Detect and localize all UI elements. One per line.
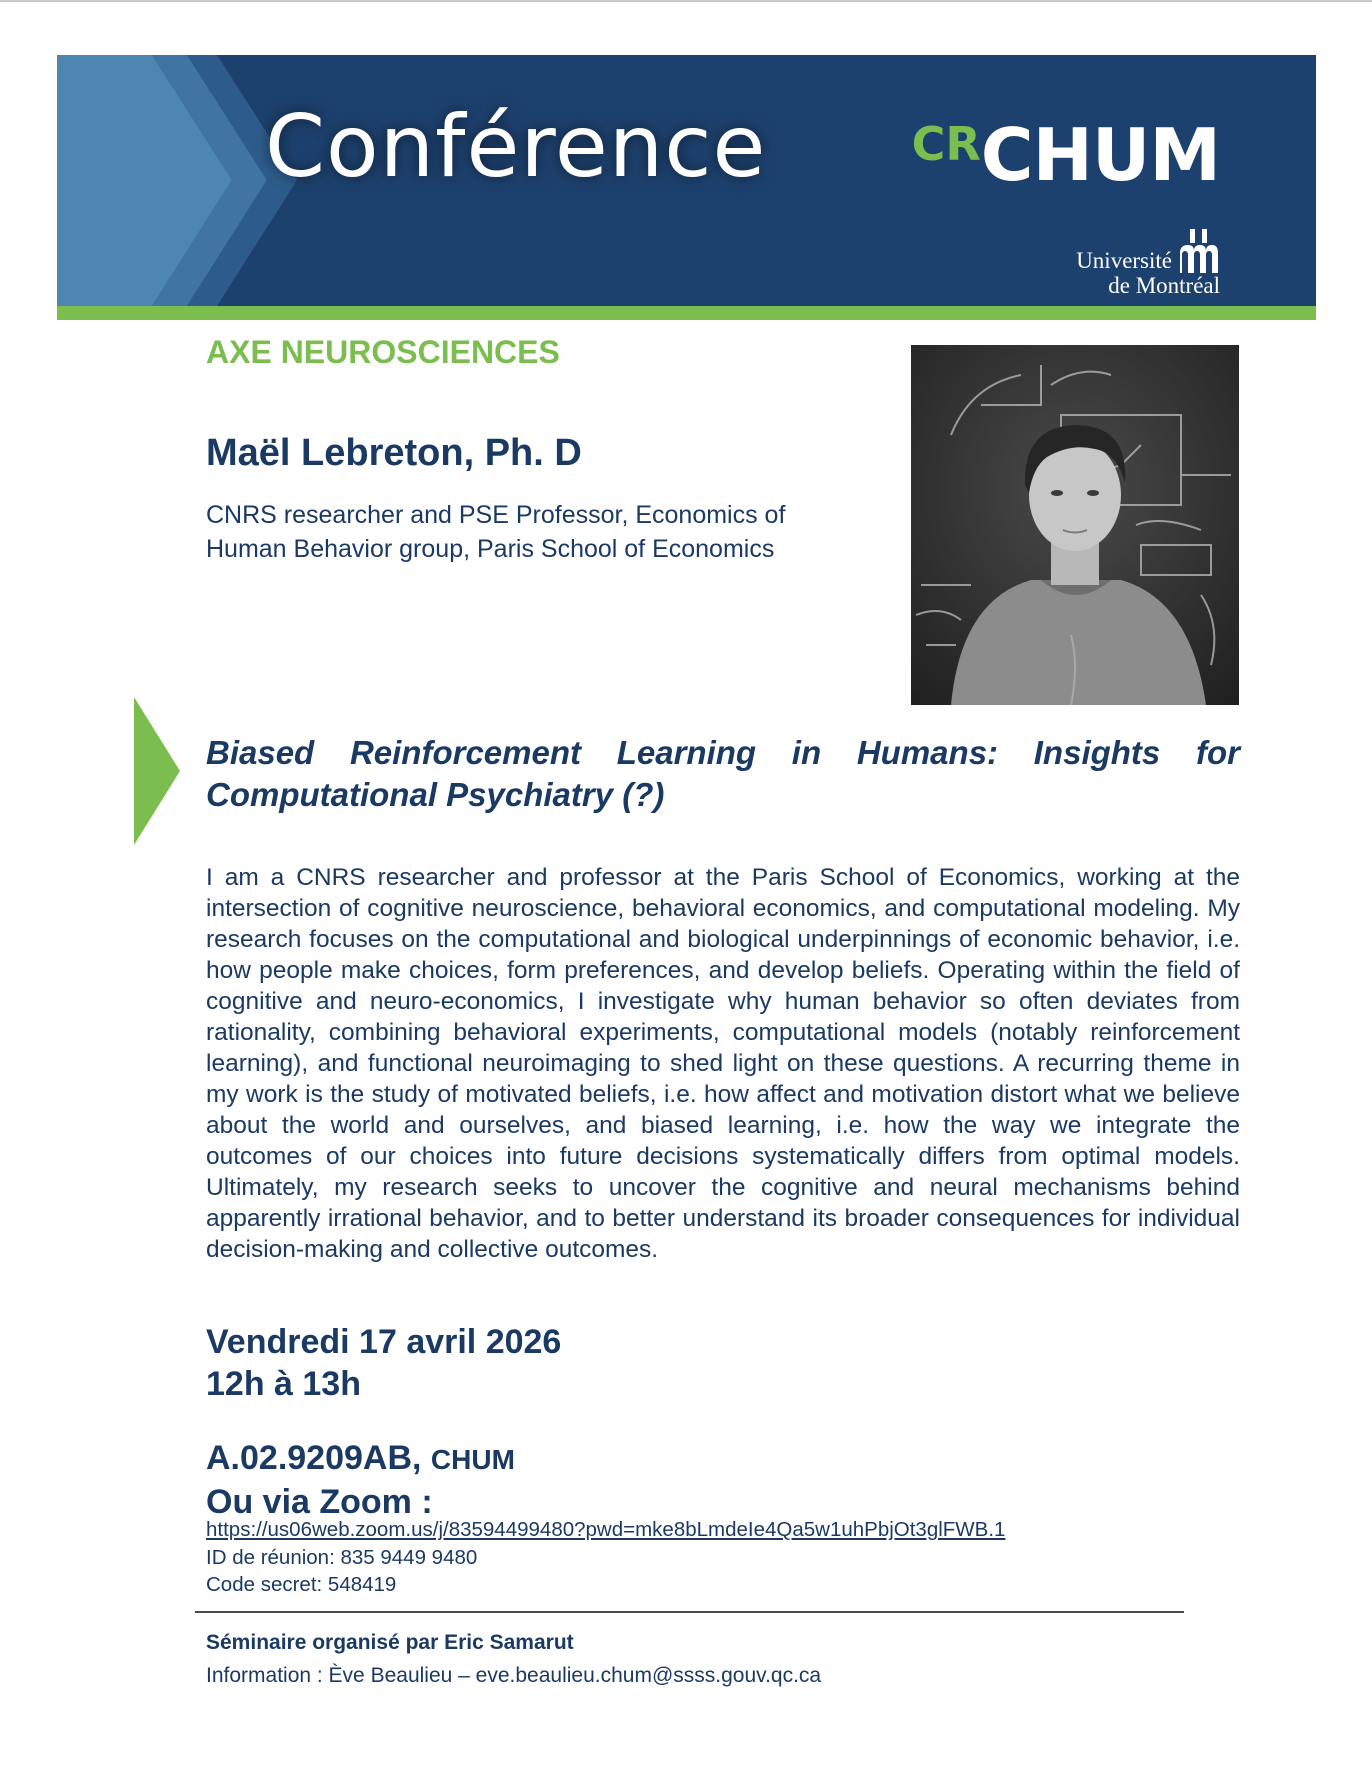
green-accent-bar — [57, 306, 1316, 320]
crchum-logo — [912, 113, 1220, 197]
top-border-line — [0, 0, 1372, 2]
event-date: Vendredi 17 avril 2026 — [206, 1323, 562, 1361]
organizer-line: Séminaire organisé par Eric Samarut — [206, 1631, 574, 1654]
contact-info: Information : Ève Beaulieu – eve.beaulieu.chum@ssss.gouv.qc.ca — [206, 1664, 822, 1687]
event-venue: CHUM — [430, 1444, 515, 1475]
udem-logo — [1076, 229, 1220, 298]
logo-cr-text: CR — [911, 117, 981, 171]
banner-title: Conférence — [265, 97, 767, 197]
udem-line2: de Montréal — [1108, 273, 1220, 298]
speaker-affiliation: CNRS researcher and PSE Professor, Economics of Human Behavior group, Paris School of Economics — [206, 501, 786, 563]
green-arrow-icon — [134, 697, 180, 845]
speaker-name: Maël Lebreton, Ph. D — [206, 432, 582, 474]
event-room: A.02.9209AB, — [206, 1439, 422, 1477]
udem-emblem-icon — [1178, 229, 1220, 273]
axis-heading: AXE NEUROSCIENCES — [206, 334, 560, 370]
footer-divider — [195, 1611, 1184, 1613]
event-location — [206, 1437, 515, 1524]
zoom-link[interactable]: https://us06web.zoom.us/j/83594499480?pwd=mke8bLmdeIe4Qa5w1uhPbjOt3glFWB.1 — [206, 1518, 1006, 1541]
logo-chum-text: CHUM — [980, 113, 1220, 197]
event-date-time — [206, 1321, 561, 1405]
meeting-id: ID de réunion: 835 9449 9480 — [206, 1546, 478, 1569]
meeting-passcode: Code secret: 548419 — [206, 1573, 397, 1596]
event-time: 12h à 13h — [206, 1365, 361, 1403]
meeting-details — [206, 1544, 477, 1598]
talk-title: Biased Reinforcement Learning in Humans: Insights for Computational Psychiatry (?) — [206, 734, 1240, 813]
talk-abstract: I am a CNRS researcher and professor at the Paris School of Economics, working at the intersection of cognitive neuroscience, behavioral economics, and computational modeling. My research focuses on the computational and biological underpinnings of economic behavior, i.e. how people make choices, form preferences, and develop beliefs. Operating within the field of cognitive and neuro-economics, I investigate why human behavior so often deviates from rationality, combining behavioral experiments, computational models (notably reinforcement learning), and functional neuroimaging to shed light on these questions. A recurring theme in my work is the study of motivated beliefs, i.e. how affect and motivation distort what we believe about the world and ourselves, and biased learning, i.e. how the way we integrate the outcomes of our choices into future decisions systematically differs from optimal models. Ultimately, my research seeks to uncover the cognitive and neural mechanisms behind apparently irrational behavior, and to better understand its broader consequences for individual decision-making and collective outcomes. — [206, 864, 1240, 1263]
header-banner — [57, 55, 1316, 306]
udem-line1: Université — [1076, 248, 1172, 273]
zoom-label: Ou via Zoom : — [206, 1483, 433, 1521]
speaker-photo — [911, 345, 1239, 705]
